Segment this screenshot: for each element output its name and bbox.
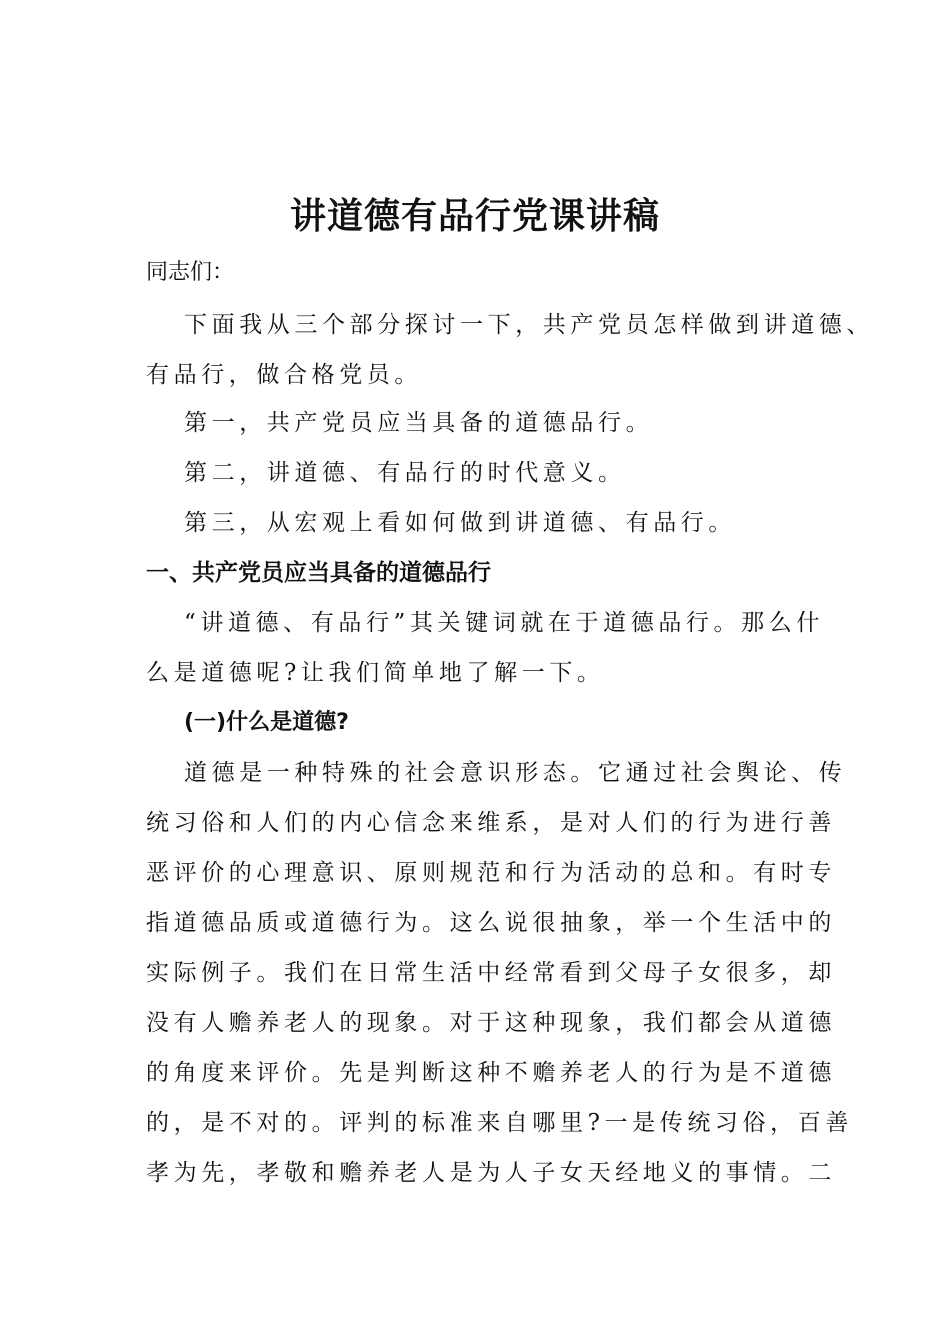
salutation: 同志们： (146, 260, 235, 285)
body-line: 的角度来评价。先是判断这种不赡养老人的行为是不道德 (146, 1060, 836, 1086)
body-line: 道德是一种特殊的社会意识形态。它通过社会舆论、传 (184, 760, 847, 786)
outline-item-1: 第一，共产党员应当具备的道德品行。 (184, 410, 654, 436)
intro-line-2: 有品行，做合格党员。 (146, 362, 422, 388)
section-heading-1: 一、共产党员应当具备的道德品行 (146, 560, 491, 586)
document-title: 讲道德有品行党课讲稿 (289, 196, 660, 237)
outline-item-2: 第二，讲道德、有品行的时代意义。 (184, 460, 626, 486)
intro-line-1: 下面我从三个部分探讨一下，共产党员怎样做到讲道德、 (184, 312, 874, 338)
body-line: 孝为先，孝敬和赡养老人是为人子女天经地义的事情。二 (146, 1160, 836, 1186)
body-line: 没有人赡养老人的现象。对于这种现象，我们都会从道德 (146, 1010, 836, 1036)
body-line: 恶评价的心理意识、原则规范和行为活动的总和。有时专 (146, 860, 836, 886)
subsection-heading-1: (一)什么是道德? (184, 710, 349, 735)
body-line: 的，是不对的。评判的标准来自哪里?一是传统习俗，百善 (146, 1110, 853, 1136)
section1-intro-line-1: “讲道德、有品行”其关键词就在于道德品行。那么什 (184, 610, 824, 636)
section1-intro-line-2: 么是道德呢?让我们简单地了解一下。 (146, 660, 605, 686)
outline-item-3: 第三，从宏观上看如何做到讲道德、有品行。 (184, 510, 736, 536)
body-line: 统习俗和人们的内心信念来维系，是对人们的行为进行善 (146, 810, 836, 836)
body-line: 实际例子。我们在日常生活中经常看到父母子女很多，却 (146, 960, 836, 986)
body-line: 指道德品质或道德行为。这么说很抽象，举一个生活中的 (146, 910, 836, 936)
